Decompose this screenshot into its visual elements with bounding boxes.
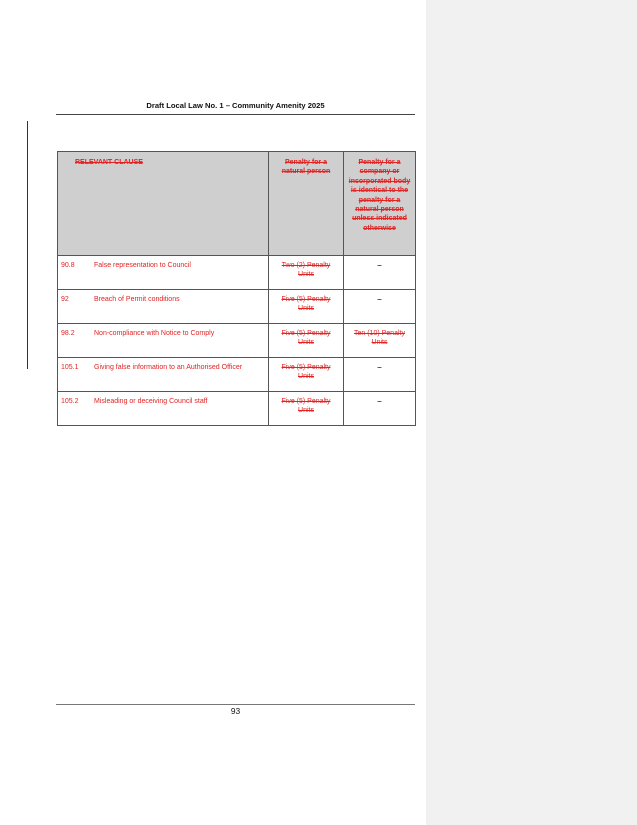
clause-description: Breach of Permit conditions — [94, 296, 180, 303]
comments-pane — [426, 0, 637, 825]
table-row — [58, 358, 416, 392]
page-number: 93 — [230, 706, 241, 716]
header-divider — [56, 114, 415, 115]
company-penalty: Ten (10) Penalty Units — [344, 324, 416, 358]
table-row — [58, 290, 416, 324]
clause-cell — [58, 256, 269, 290]
clause-number: 98.2 — [61, 330, 75, 337]
clause-description: Misleading or deceiving Council staff — [94, 398, 208, 405]
natural-person-penalty: Five (5) Penalty Units — [269, 290, 344, 324]
company-penalty: – — [344, 358, 416, 392]
clause-cell — [58, 324, 269, 358]
company-penalty: – — [344, 290, 416, 324]
table-row — [58, 324, 416, 358]
company-penalty: – — [344, 256, 416, 290]
natural-person-penalty: Five (5) Penalty Units — [269, 324, 344, 358]
header-company-penalty: Penalty for a company or incorporated body is identical to the penalty for a natural person unless indicated otherwise — [344, 152, 416, 256]
clause-number: 105.2 — [61, 398, 79, 405]
natural-person-penalty: Two (2) Penalty Units — [269, 256, 344, 290]
clause-cell — [58, 290, 269, 324]
header-relevant-clause: RELEVANT CLAUSE — [58, 152, 269, 256]
table-row — [58, 392, 416, 426]
clause-description: Giving false information to an Authorised Officer — [94, 364, 243, 371]
clause-cell — [58, 358, 269, 392]
penalty-table — [57, 151, 416, 426]
clause-description: Non-compliance with Notice to Comply — [94, 330, 215, 337]
clause-cell — [58, 392, 269, 426]
clause-number: 92 — [61, 296, 69, 303]
page-header-title: Draft Local Law No. 1 – Community Amenity 2025 — [146, 101, 325, 110]
table-header-row — [58, 152, 416, 256]
footer-divider — [56, 704, 415, 705]
clause-number: 105.1 — [61, 364, 79, 371]
company-penalty: – — [344, 392, 416, 426]
clause-description: False representation to Council — [94, 262, 191, 269]
clause-number: 90.8 — [61, 262, 75, 269]
tracked-change-bar — [27, 121, 28, 369]
header-natural-person-penalty: Penalty for a natural person — [269, 152, 344, 256]
natural-person-penalty: Five (5) Penalty Units — [269, 358, 344, 392]
natural-person-penalty: Five (5) Penalty Units — [269, 392, 344, 426]
table-row — [58, 256, 416, 290]
